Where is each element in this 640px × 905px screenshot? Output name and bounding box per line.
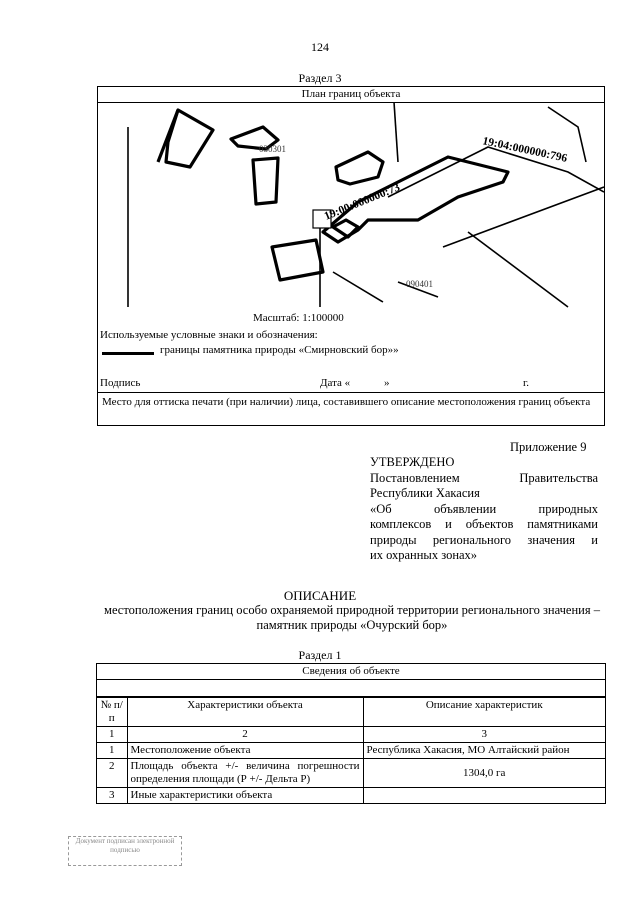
map-scale: Масштаб: 1:100000 <box>253 312 344 324</box>
map-poly-5 <box>272 240 323 280</box>
map-label-cadastral-2: 19:00:000000:73 <box>322 181 402 223</box>
map-line-lower-diag <box>468 232 568 307</box>
table-row <box>97 788 605 804</box>
legend-item-text: границы памятника природы «Смирновский бор»» <box>160 344 399 356</box>
boundary-plan-box <box>97 86 605 426</box>
boundary-plan-title: План границ объекта <box>98 87 604 103</box>
map-label-block-2: 090401 <box>406 279 433 289</box>
map-line-bottom <box>333 272 383 302</box>
row-name: Иные характеристики объекта <box>127 788 363 804</box>
appendix-label: Приложение 9 <box>510 440 587 454</box>
signature-label: Подпись <box>100 377 141 389</box>
map-label-cadastral-1: 19:04:000000:796 <box>481 135 569 165</box>
map-poly-4 <box>336 152 383 184</box>
table-row <box>97 743 605 759</box>
row-num: 2 <box>97 759 127 788</box>
stamp-row <box>98 392 604 427</box>
approval-block <box>370 455 598 564</box>
table-row <box>97 759 605 788</box>
approval-line-2: Республики Хакасия <box>370 486 480 500</box>
row-name: Площадь объекта +/- величина погрешности определения площади (Р +/- Дельта Р) <box>127 759 363 788</box>
header-num: № п/п <box>97 698 127 727</box>
stamp-place-text: Место для оттиска печати (при наличии) лица, составившего описание местоположения границ объекта <box>102 396 591 408</box>
row-value <box>363 788 605 804</box>
approval-line-3: «Об объявлении природных <box>370 501 598 516</box>
description-title: ОПИСАНИЕ <box>283 588 357 603</box>
approved-heading: УТВЕРЖДЕНО <box>370 455 455 469</box>
boundary-map <box>98 102 604 312</box>
map-poly-3 <box>253 158 278 204</box>
map-line-center <box>394 102 398 162</box>
map-label-block-1: 030301 <box>259 144 286 154</box>
legend-title: Используемые условные знаки и обозначения: <box>100 329 318 341</box>
date-label: Дата « <box>320 377 351 389</box>
table-colnum-row <box>97 727 605 743</box>
row-value: 1304,0 га <box>363 759 605 788</box>
object-info-table-title: Сведения об объекте <box>97 664 605 680</box>
legend-thick-line-symbol <box>102 352 154 355</box>
approval-line-6: их охранных зонах» <box>370 548 478 562</box>
row-name: Местоположение объекта <box>127 743 363 759</box>
colnum-3: 3 <box>363 727 605 743</box>
map-line-diag <box>443 187 604 247</box>
map-poly-6 <box>333 220 358 237</box>
table-spacer-row <box>97 680 605 697</box>
section-1-heading: Раздел 1 <box>298 648 342 662</box>
date-close-quote: » <box>384 377 390 389</box>
row-value: Республика Хакасия, МО Алтайский район <box>363 743 605 759</box>
description-subtitle: местоположения границ особо охраняемой природной территории регионального значения – памятник природы «Очурский бор» <box>104 603 600 632</box>
table-header-row <box>97 698 605 727</box>
object-info-table <box>96 663 606 804</box>
approval-line-1: Постановлением Правительства <box>370 470 598 485</box>
approval-line-4: комплексов и объектов памятниками <box>370 517 598 531</box>
header-description: Описание характеристик <box>363 698 605 727</box>
colnum-1: 1 <box>97 727 127 743</box>
section-3-heading: Раздел 3 <box>298 71 342 85</box>
page-number: 124 <box>311 40 329 54</box>
row-num: 3 <box>97 788 127 804</box>
year-label: г. <box>523 377 530 389</box>
row-num: 1 <box>97 743 127 759</box>
colnum-2: 2 <box>127 727 363 743</box>
electronic-signature-stamp: Документ подписан электронной подписью <box>68 836 182 866</box>
header-characteristics: Характеристики объекта <box>127 698 363 727</box>
approval-line-5: природы регионального значения и <box>370 532 598 547</box>
